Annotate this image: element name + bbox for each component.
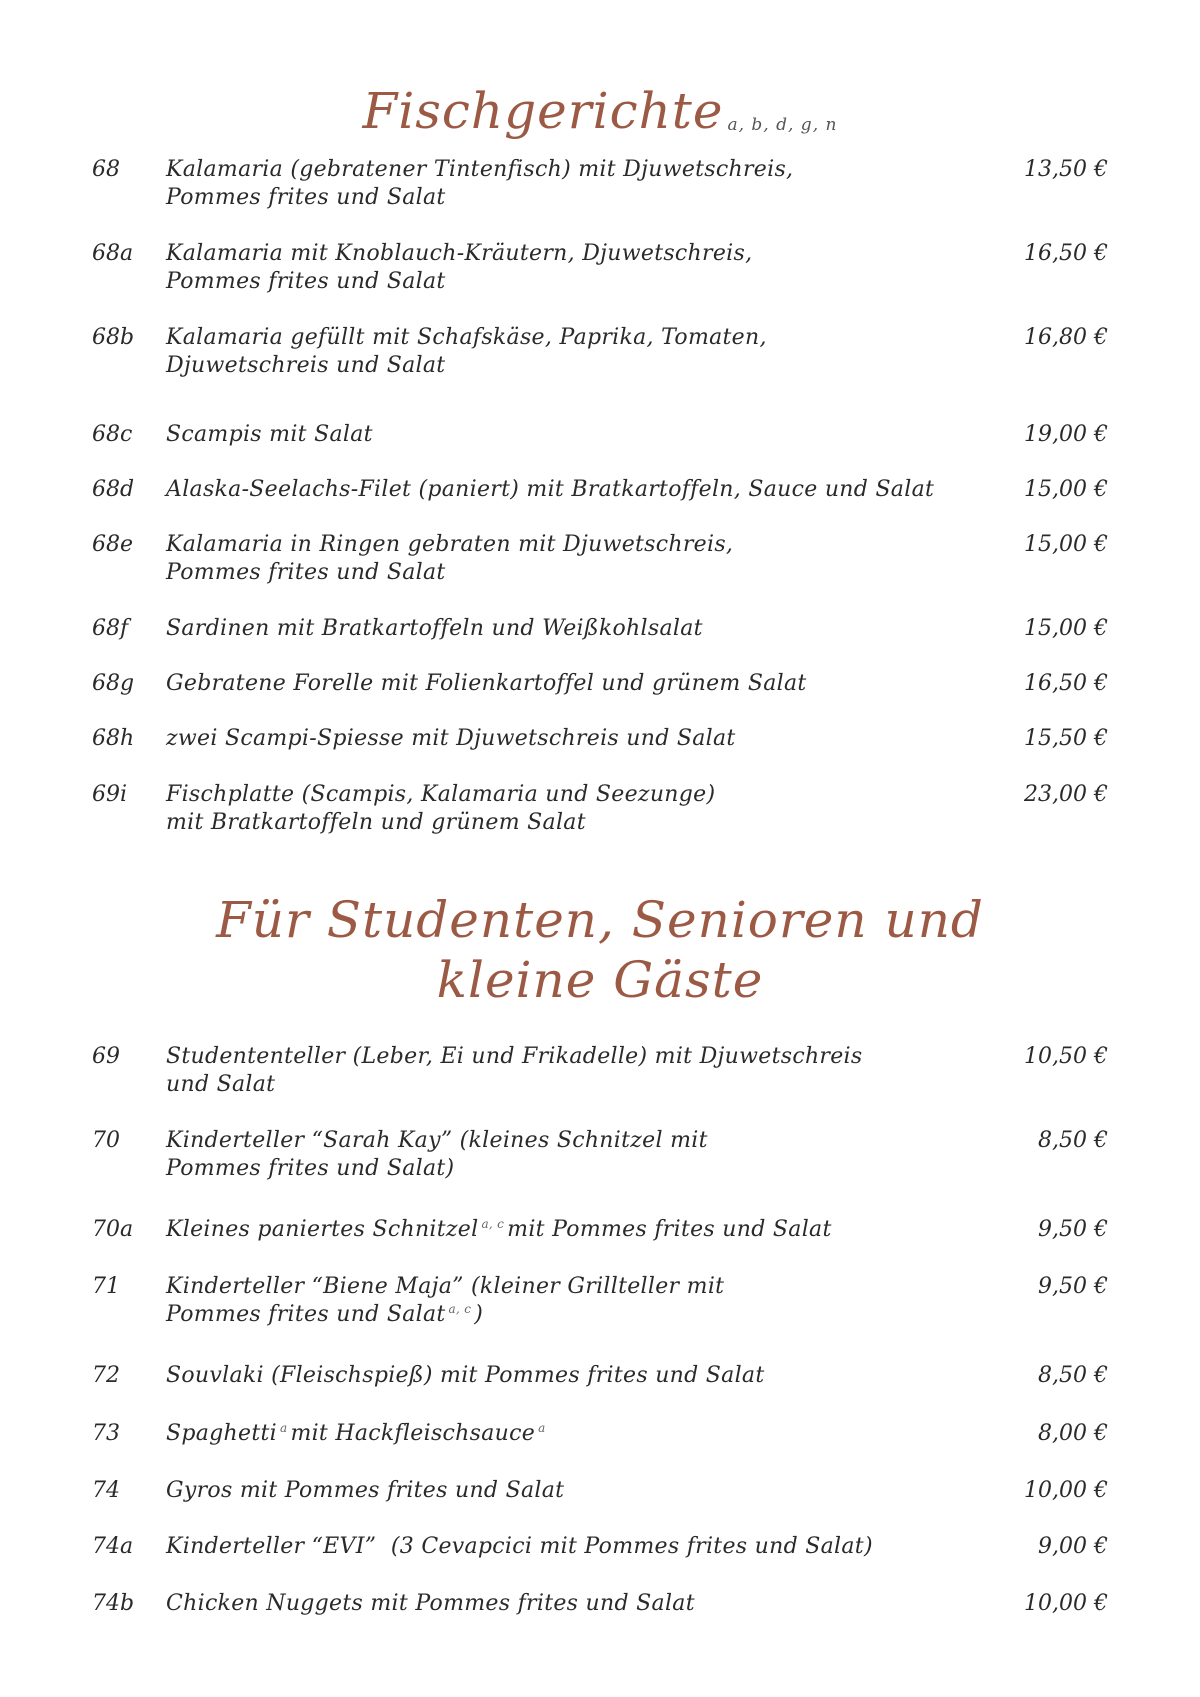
item-number: 68 bbox=[92, 157, 120, 182]
item-number: 68h bbox=[92, 726, 135, 751]
item-number: 68b bbox=[92, 325, 135, 350]
allergen-codes: a, c bbox=[481, 1217, 505, 1231]
description-line: Kalamaria in Ringen gebraten mit Djuwetschreis, bbox=[166, 532, 734, 557]
item-number: 68f bbox=[92, 616, 129, 641]
item-description bbox=[166, 1043, 996, 1099]
description-line: Souvlaki (Fleischspieß) mit Pommes frites und Salat bbox=[166, 1363, 765, 1388]
item-description bbox=[166, 156, 996, 212]
item-number: 68a bbox=[92, 241, 134, 266]
section-title-studenten-senioren bbox=[0, 890, 1200, 1010]
item-number: 68c bbox=[92, 422, 133, 447]
description-line: Kalamaria mit Knoblauch-Kräutern, Djuwetschreis, bbox=[166, 241, 753, 266]
item-number: 69 bbox=[92, 1044, 120, 1069]
description-line: Kinderteller “Biene Maja” (kleiner Grillteller mit bbox=[166, 1274, 725, 1299]
item-price: 9,50 € bbox=[1038, 1217, 1108, 1242]
description-line bbox=[166, 1301, 996, 1329]
description-line: Pommes frites und Salat bbox=[166, 269, 446, 294]
item-price: 13,50 € bbox=[1024, 157, 1108, 182]
description-line bbox=[166, 1420, 996, 1448]
item-number: 74b bbox=[92, 1591, 135, 1616]
section-title-text: Fischgerichte bbox=[362, 82, 724, 140]
item-price: 16,50 € bbox=[1024, 241, 1108, 266]
description-text: mit Pommes frites und Salat bbox=[507, 1217, 832, 1242]
item-price: 9,50 € bbox=[1038, 1274, 1108, 1299]
item-description bbox=[166, 1533, 996, 1561]
item-price: 15,00 € bbox=[1024, 477, 1108, 502]
description-text: Kleines paniertes Schnitzel bbox=[166, 1217, 479, 1242]
description-line: Djuwetschreis und Salat bbox=[166, 353, 446, 378]
item-description bbox=[166, 1216, 996, 1244]
description-text: Pommes frites und Salat bbox=[166, 1302, 446, 1327]
allergen-codes: a, c bbox=[448, 1302, 472, 1316]
description-line: mit Bratkartoffeln und grünem Salat bbox=[166, 810, 586, 835]
description-line: Pommes frites und Salat) bbox=[166, 1156, 455, 1181]
allergen-codes: a bbox=[538, 1421, 546, 1435]
description-text: mit Hackfleischsauce bbox=[290, 1421, 536, 1446]
item-description bbox=[166, 1477, 996, 1505]
description-line: Pommes frites und Salat bbox=[166, 185, 446, 210]
description-line: Studententeller (Leber, Ei und Frikadelle) mit Djuwetschreis bbox=[166, 1044, 863, 1069]
item-number: 74 bbox=[92, 1478, 120, 1503]
section-title-line: Für Studenten, Senioren und bbox=[216, 891, 984, 949]
description-line: Sardinen mit Bratkartoffeln und Weißkohlsalat bbox=[166, 616, 703, 641]
description-line: Kalamaria (gebratener Tintenfisch) mit Djuwetschreis, bbox=[166, 157, 794, 182]
description-line: Kinderteller “Sarah Kay” (kleines Schnitzel mit bbox=[166, 1128, 708, 1153]
item-description bbox=[166, 324, 996, 380]
allergen-codes: a, b, d, g, n bbox=[727, 115, 838, 135]
item-description bbox=[166, 1273, 996, 1329]
item-price: 19,00 € bbox=[1024, 422, 1108, 447]
item-description bbox=[166, 1362, 996, 1390]
description-line: Gebratene Forelle mit Folienkartoffel und grünem Salat bbox=[166, 671, 807, 696]
description-text: ) bbox=[474, 1302, 484, 1327]
item-price: 16,80 € bbox=[1024, 325, 1108, 350]
item-price: 10,00 € bbox=[1024, 1591, 1108, 1616]
item-price: 8,00 € bbox=[1038, 1421, 1108, 1446]
description-line bbox=[166, 1216, 996, 1244]
item-description bbox=[166, 670, 996, 698]
item-number: 74a bbox=[92, 1534, 134, 1559]
item-price: 15,00 € bbox=[1024, 616, 1108, 641]
allergen-codes: a bbox=[279, 1421, 288, 1435]
item-number: 68g bbox=[92, 671, 135, 696]
description-line: Gyros mit Pommes frites und Salat bbox=[166, 1478, 565, 1503]
description-line: und Salat bbox=[166, 1072, 276, 1097]
description-line: Pommes frites und Salat bbox=[166, 560, 446, 585]
description-line: Scampis mit Salat bbox=[166, 422, 373, 447]
section-title-line: kleine Gäste bbox=[436, 951, 764, 1009]
item-price: 16,50 € bbox=[1024, 671, 1108, 696]
item-description bbox=[166, 1590, 996, 1618]
item-number: 70 bbox=[92, 1128, 120, 1153]
item-price: 15,00 € bbox=[1024, 532, 1108, 557]
description-line: Kinderteller “EVI” (3 Cevapcici mit Pommes frites und Salat) bbox=[166, 1534, 873, 1559]
description-text: Spaghetti bbox=[166, 1421, 277, 1446]
item-description bbox=[166, 531, 996, 587]
item-price: 8,50 € bbox=[1038, 1128, 1108, 1153]
item-price: 23,00 € bbox=[1024, 782, 1108, 807]
item-number: 68d bbox=[92, 477, 135, 502]
item-number: 73 bbox=[92, 1421, 120, 1446]
description-line: Fischplatte (Scampis, Kalamaria und Seezunge) bbox=[166, 782, 716, 807]
item-description bbox=[166, 1420, 996, 1448]
description-line: Kalamaria gefüllt mit Schafskäse, Paprika, Tomaten, bbox=[166, 325, 767, 350]
item-description bbox=[166, 615, 996, 643]
item-description bbox=[166, 1127, 996, 1183]
item-description bbox=[166, 725, 996, 753]
item-description bbox=[166, 476, 996, 504]
section-title-fischgerichte bbox=[0, 78, 1200, 144]
item-price: 8,50 € bbox=[1038, 1363, 1108, 1388]
item-number: 70a bbox=[92, 1217, 134, 1242]
description-line: zwei Scampi-Spiesse mit Djuwetschreis und Salat bbox=[166, 726, 736, 751]
item-price: 10,50 € bbox=[1024, 1044, 1108, 1069]
item-description bbox=[166, 240, 996, 296]
item-description bbox=[166, 421, 996, 449]
item-price: 15,50 € bbox=[1024, 726, 1108, 751]
item-number: 69i bbox=[92, 782, 128, 807]
item-number: 72 bbox=[92, 1363, 120, 1388]
item-number: 68e bbox=[92, 532, 134, 557]
item-price: 9,00 € bbox=[1038, 1534, 1108, 1559]
item-number: 71 bbox=[92, 1274, 120, 1299]
item-description bbox=[166, 781, 996, 837]
description-line: Chicken Nuggets mit Pommes frites und Salat bbox=[166, 1591, 695, 1616]
item-price: 10,00 € bbox=[1024, 1478, 1108, 1503]
description-line: Alaska-Seelachs-Filet (paniert) mit Bratkartoffeln, Sauce und Salat bbox=[166, 477, 935, 502]
